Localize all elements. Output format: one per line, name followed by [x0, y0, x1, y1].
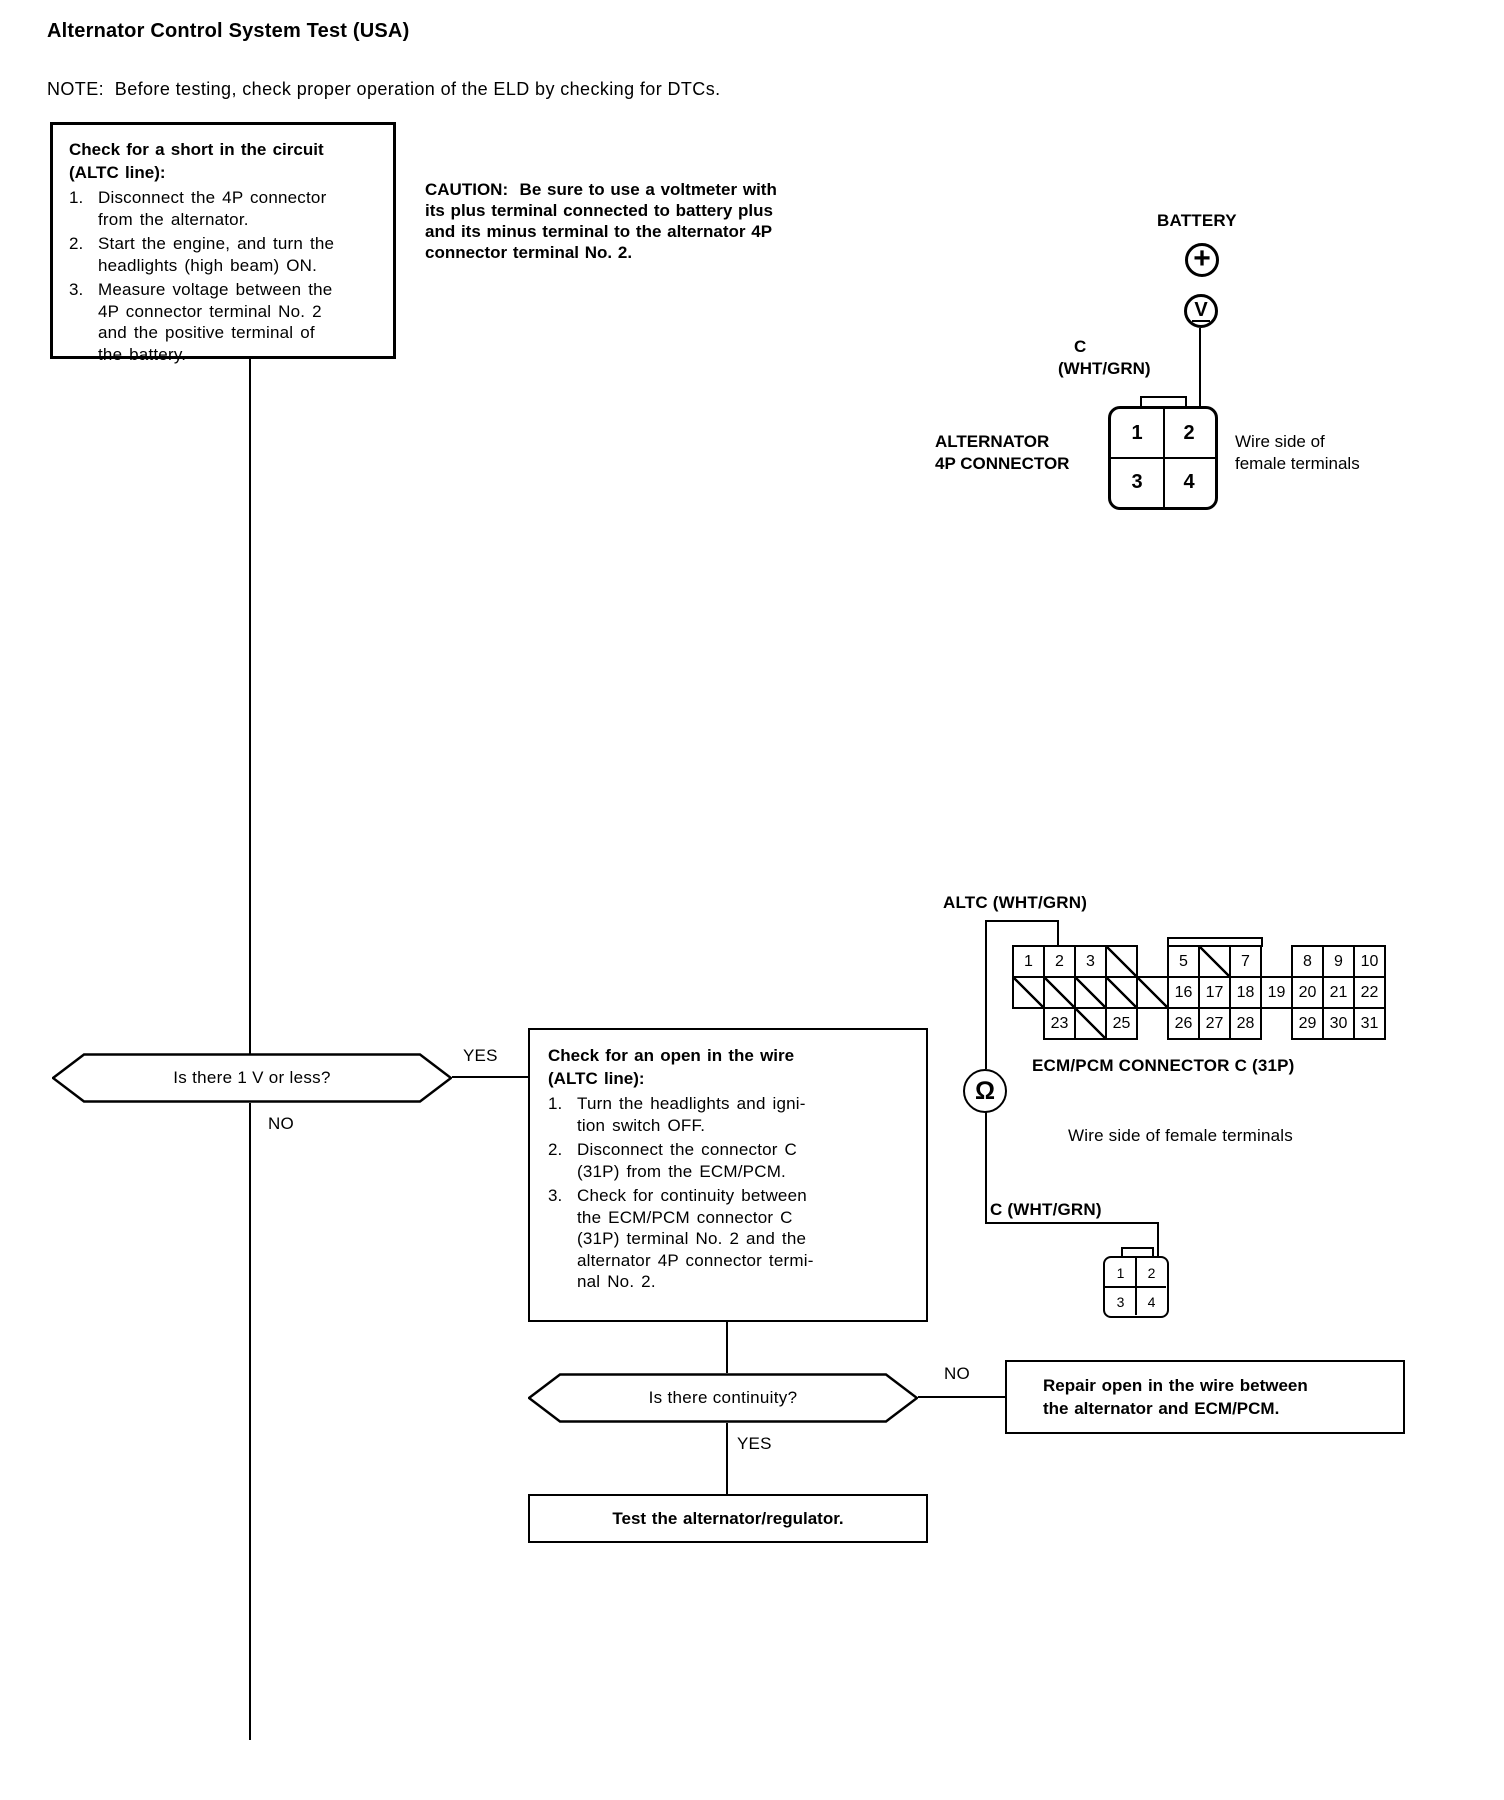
box-steps [548, 1093, 912, 1293]
step-line: from the alternator. [98, 209, 249, 229]
wire-label-c-bottom: C (WHT/GRN) [990, 1200, 1102, 1219]
plus-symbol: + [1193, 241, 1211, 275]
pin-label: 2 [1183, 422, 1195, 444]
step-text [577, 1185, 814, 1293]
step-text [98, 279, 332, 365]
pin-label: 1 [1131, 422, 1143, 444]
connector-label-line: 4P CONNECTOR [935, 454, 1070, 473]
step-text [98, 187, 326, 230]
caution-line: CAUTION: Be sure to use a voltmeter with [425, 180, 777, 199]
pin-cell: 28 [1229, 1007, 1262, 1040]
flow-box-check-open [528, 1028, 928, 1322]
connector-pins [1111, 409, 1215, 507]
flow-line-no-branch [249, 1103, 251, 1740]
caution-line: and its minus terminal to the alternator 4P [425, 222, 773, 241]
wire-side-note [1235, 431, 1360, 475]
step-line: Disconnect the connector C [577, 1140, 798, 1159]
empty-pin-cell [1074, 1007, 1107, 1040]
empty-pin-cell [1198, 945, 1231, 978]
empty-pin-cell [1105, 945, 1138, 978]
step-line: Turn the headlights and igni- [577, 1094, 806, 1113]
pin-cell: 17 [1198, 976, 1231, 1009]
flow-line [726, 1322, 728, 1373]
empty-pin-cell [1043, 976, 1076, 1009]
heading-line: (ALTC line): [548, 1069, 645, 1088]
flow-line [918, 1396, 1005, 1398]
step [69, 187, 379, 230]
no-label: NO [944, 1364, 970, 1383]
step-line: Start the engine, and turn the [98, 234, 335, 253]
step-line: 4P connector terminal No. 2 [98, 301, 322, 321]
heading-line: (ALTC line): [69, 163, 166, 182]
decision-question: Is there continuity? [648, 1388, 798, 1407]
step-number: 3. [69, 280, 84, 299]
box-heading [69, 138, 379, 184]
pin-cell: 21 [1322, 976, 1355, 1009]
wire-label-line: C [1074, 337, 1087, 356]
pin-label: 2 [1147, 1264, 1156, 1281]
step-line: Disconnect the 4P connector [98, 188, 327, 207]
pin-cell: 20 [1291, 976, 1324, 1009]
step-line: (31P) from the ECM/PCM. [577, 1161, 786, 1181]
caution-line: its plus terminal connected to battery plus [425, 201, 773, 220]
pin-label: 4 [1183, 471, 1195, 493]
pin-cell: 5 [1167, 945, 1200, 978]
note-text: NOTE: Before testing, check proper operation of the ELD by checking for DTCs. [47, 79, 721, 99]
pin-cell: 23 [1043, 1007, 1076, 1040]
wire [1057, 920, 1059, 946]
step-text [98, 233, 334, 276]
box-steps [69, 187, 379, 365]
decision-voltage [52, 1053, 452, 1103]
step-text [577, 1093, 806, 1136]
alternator-connector-label [935, 431, 1069, 475]
pin-cell: 1 [1012, 945, 1045, 978]
pin-cell: 18 [1229, 976, 1262, 1009]
step-line: Measure voltage between the [98, 280, 333, 299]
connector-label-line: ALTERNATOR [935, 432, 1050, 451]
step-line: and the positive terminal of [98, 323, 315, 342]
step [69, 233, 379, 276]
small-4p-connector [1103, 1256, 1169, 1318]
pin-label: 1 [1116, 1264, 1125, 1281]
wire [1199, 328, 1201, 406]
flow-box-repair [1005, 1360, 1405, 1434]
step-number: 1. [69, 188, 84, 207]
wire-side-note: Wire side of female terminals [1068, 1126, 1293, 1145]
pin-cell: 31 [1353, 1007, 1386, 1040]
empty-pin-cell [1074, 976, 1107, 1009]
ohm-symbol: Ω [974, 1076, 996, 1105]
step-line: tion switch OFF. [577, 1115, 706, 1135]
step [548, 1139, 912, 1182]
pin-label: 4 [1147, 1293, 1156, 1310]
step-line: the ECM/PCM connector C [577, 1207, 793, 1227]
pin-cell: 22 [1353, 976, 1386, 1009]
wire [985, 920, 987, 1069]
pin-cell: 30 [1322, 1007, 1355, 1040]
pin-cell: 29 [1291, 1007, 1324, 1040]
no-label: NO [268, 1114, 294, 1133]
step-number: 3. [548, 1186, 563, 1205]
pin-cell: 19 [1260, 976, 1293, 1009]
side-note-line: female terminals [1235, 454, 1360, 473]
box-heading [548, 1044, 912, 1090]
wire [986, 920, 1059, 922]
connector-pins [1105, 1258, 1167, 1316]
flow-box-check-short [50, 122, 396, 364]
pin-cell: 2 [1043, 945, 1076, 978]
pin-cell: 26 [1167, 1007, 1200, 1040]
empty-pin-cell [1105, 976, 1138, 1009]
heading-line: Check for a short in the circuit [69, 140, 324, 159]
wire [985, 1112, 987, 1224]
flow-line [249, 358, 251, 1054]
side-note-line: Wire side of [1235, 432, 1325, 451]
step [548, 1093, 912, 1136]
step [69, 279, 379, 365]
step-line: (31P) terminal No. 2 and the [577, 1229, 807, 1248]
wire [985, 1222, 1159, 1224]
step-line: the battery. [98, 344, 187, 364]
step-number: 1. [548, 1094, 563, 1113]
pin-label: 3 [1116, 1293, 1125, 1310]
flow-line [726, 1423, 728, 1494]
page-title: Alternator Control System Test (USA) [47, 20, 410, 42]
alternator-4p-connector [1108, 406, 1218, 510]
pin-cell: 27 [1198, 1007, 1231, 1040]
pin-cell: 9 [1322, 945, 1355, 978]
step-number: 2. [548, 1140, 563, 1159]
voltmeter-icon [1184, 294, 1218, 328]
caution-text [425, 179, 845, 263]
pin-cell: 8 [1291, 945, 1324, 978]
step [548, 1185, 912, 1293]
ecm-connector-label: ECM/PCM CONNECTOR C (31P) [1032, 1056, 1295, 1075]
wire-label-line: (WHT/GRN) [1058, 359, 1151, 378]
ohmmeter-icon [963, 1069, 1007, 1113]
altc-wire-label: ALTC (WHT/GRN) [943, 893, 1088, 912]
pin-label: 3 [1131, 471, 1143, 493]
repair-line: Repair open in the wire between [1043, 1376, 1308, 1395]
pin-cell: 16 [1167, 976, 1200, 1009]
step-line: Check for continuity between [577, 1186, 807, 1205]
pin-cell: 25 [1105, 1007, 1138, 1040]
empty-pin-cell [1012, 976, 1045, 1009]
battery-plus-icon [1185, 243, 1219, 277]
yes-label: YES [463, 1046, 498, 1065]
yes-label: YES [737, 1434, 772, 1453]
step-number: 2. [69, 234, 84, 253]
decision-continuity [528, 1373, 918, 1423]
repair-line: the alternator and ECM/PCM. [1043, 1399, 1280, 1418]
pin-cell: 10 [1353, 945, 1386, 978]
wire-label-c [1058, 336, 1151, 380]
flow-line [452, 1076, 528, 1078]
voltmeter-symbol: V [1194, 299, 1208, 321]
wire [1157, 1222, 1159, 1256]
empty-pin-cell [1136, 976, 1169, 1009]
step-text [577, 1139, 797, 1182]
step-line: headlights (high beam) ON. [98, 255, 318, 275]
heading-line: Check for an open in the wire [548, 1046, 795, 1065]
ecm-pcm-connector-grid [1012, 945, 1386, 1040]
battery-label: BATTERY [1157, 211, 1237, 230]
caution-line: connector terminal No. 2. [425, 243, 633, 262]
pin-cell: 7 [1229, 945, 1262, 978]
step-line: nal No. 2. [577, 1272, 656, 1291]
pin-cell: 3 [1074, 945, 1107, 978]
decision-question: Is there 1 V or less? [173, 1068, 331, 1087]
flow-box-test-alternator: Test the alternator/regulator. [612, 1508, 844, 1528]
step-line: alternator 4P connector termi- [577, 1250, 814, 1270]
